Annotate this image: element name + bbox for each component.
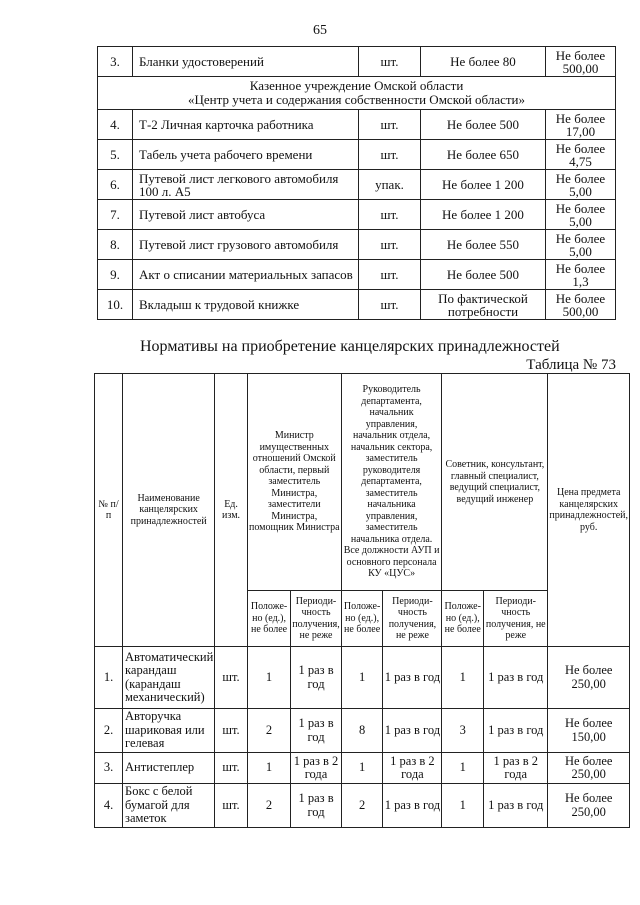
- cell-name: Путевой лист грузового автомобиля: [133, 230, 359, 260]
- header-unit: Ед. изм.: [215, 374, 248, 647]
- cell-unit: шт.: [359, 260, 421, 290]
- cell-qty: Не более 80: [421, 47, 546, 77]
- cell-unit: шт.: [359, 290, 421, 320]
- cell-name: Бокс с белой бумагой для заметок: [123, 784, 215, 828]
- table-row: [98, 200, 616, 230]
- cell-qty1: 1: [247, 753, 290, 784]
- cell-name: Авторучка шариковая или гелевая: [123, 709, 215, 753]
- cell-unit: шт.: [215, 753, 248, 784]
- cell-qty3: 1: [442, 753, 484, 784]
- cell-period3: 1 раз в год: [484, 647, 548, 709]
- cell-num: 10.: [98, 290, 133, 320]
- table-row: [98, 170, 616, 200]
- cell-qty: Не более 1 200: [421, 170, 546, 200]
- cell-num: 7.: [98, 200, 133, 230]
- header-price: Цена предмета канцелярских принадлежностей, руб.: [548, 374, 630, 647]
- cell-unit: шт.: [359, 110, 421, 140]
- cell-qty: Не более 500: [421, 110, 546, 140]
- cell-period2: 1 раз в 2 года: [383, 753, 442, 784]
- institution-header: [98, 77, 616, 110]
- cell-price: Не более 5,00: [546, 230, 616, 260]
- cell-name: Путевой лист легкового автомобиля 100 л. А5: [133, 170, 359, 200]
- header-group-heads: Руководитель департамента, начальник управления, начальник отдела, начальник сектора, заместитель руководителя департамента, заместитель начальника управления, заместитель начальника отдела. Все должности АУП и основного персонала КУ «ЦУС»: [341, 374, 442, 591]
- cell-num: 4.: [95, 784, 123, 828]
- table-row: [98, 140, 616, 170]
- table-row: [98, 260, 616, 290]
- cell-num: 2.: [95, 709, 123, 753]
- cell-name: Табель учета рабочего времени: [133, 140, 359, 170]
- cell-period1: 1 раз в 2 года: [291, 753, 341, 784]
- cell-num: 8.: [98, 230, 133, 260]
- cell-num: 1.: [95, 647, 123, 709]
- cell-name: Антистеплер: [123, 753, 215, 784]
- stationery-norms-table: [94, 373, 630, 828]
- cell-unit: шт.: [359, 140, 421, 170]
- cell-period2: 1 раз в год: [383, 709, 442, 753]
- cell-name: Вкладыш к трудовой книжке: [133, 290, 359, 320]
- cell-unit: шт.: [215, 647, 248, 709]
- cell-period3: 1 раз в год: [484, 709, 548, 753]
- cell-num: 6.: [98, 170, 133, 200]
- cell-num: 4.: [98, 110, 133, 140]
- cell-unit: шт.: [215, 784, 248, 828]
- cell-num: 5.: [98, 140, 133, 170]
- cell-price: Не более 250,00: [548, 647, 630, 709]
- subheader-qty: Положе-но (ед.), не более: [341, 591, 383, 647]
- table-row: [98, 47, 616, 77]
- table-row: [95, 753, 630, 784]
- subheader-period: Периоди-чность получения, не реже: [291, 591, 341, 647]
- header-group-minister: Министр имущественных отношений Омской области, первый заместитель Министра, заместители Министра, помощник Министра: [247, 374, 341, 591]
- table-row: [98, 110, 616, 140]
- cell-unit: шт.: [359, 200, 421, 230]
- cell-num: 3.: [98, 47, 133, 77]
- section-title: Нормативы на приобретение канцелярских принадлежностей: [140, 338, 560, 355]
- cell-name: Путевой лист автобуса: [133, 200, 359, 230]
- cell-price: Не более 500,00: [546, 290, 616, 320]
- cell-qty1: 2: [247, 709, 290, 753]
- cell-qty1: 2: [247, 784, 290, 828]
- cell-qty1: 1: [247, 647, 290, 709]
- cell-period3: 1 раз в год: [484, 784, 548, 828]
- cell-qty3: 1: [442, 784, 484, 828]
- cell-price: Не более 5,00: [546, 200, 616, 230]
- subheader-period: Периоди-чность получения, не реже: [484, 591, 548, 647]
- cell-name: Бланки удостоверений: [133, 47, 359, 77]
- top-table: [97, 46, 616, 320]
- cell-name: Автоматический карандаш (карандаш механический): [123, 647, 215, 709]
- cell-qty: Не более 550: [421, 230, 546, 260]
- cell-price: Не более 250,00: [548, 753, 630, 784]
- header-group-specialists: Советник, консультант, главный специалист, ведущий специалист, ведущий инженер: [442, 374, 548, 591]
- table-row-merged: [98, 77, 616, 110]
- cell-period2: 1 раз в год: [383, 647, 442, 709]
- cell-period2: 1 раз в год: [383, 784, 442, 828]
- cell-unit: шт.: [215, 709, 248, 753]
- cell-price: Не более 17,00: [546, 110, 616, 140]
- cell-name: Акт о списании материальных запасов: [133, 260, 359, 290]
- cell-qty2: 1: [341, 753, 383, 784]
- subheader-period: Периоди-чность получения, не реже: [383, 591, 442, 647]
- cell-unit: шт.: [359, 230, 421, 260]
- cell-qty: Не более 500: [421, 260, 546, 290]
- cell-qty2: 8: [341, 709, 383, 753]
- table-row: [98, 290, 616, 320]
- subheader-qty: Положе-но (ед.), не более: [442, 591, 484, 647]
- table-row: [95, 709, 630, 753]
- cell-price: Не более 1,3: [546, 260, 616, 290]
- cell-qty2: 2: [341, 784, 383, 828]
- cell-qty: Не более 650: [421, 140, 546, 170]
- cell-period1: 1 раз в год: [291, 784, 341, 828]
- cell-qty3: 3: [442, 709, 484, 753]
- institution-line2: «Центр учета и содержания собственности Омской области»: [187, 92, 526, 107]
- cell-price: Не более 500,00: [546, 47, 616, 77]
- header-name: Наименование канцелярских принадлежностей: [123, 374, 215, 647]
- header-num: № п/п: [95, 374, 123, 647]
- cell-name: Т-2 Личная карточка работника: [133, 110, 359, 140]
- cell-qty: По фактической потребности: [421, 290, 546, 320]
- subheader-qty: Положе-но (ед.), не более: [247, 591, 290, 647]
- cell-period1: 1 раз в год: [291, 709, 341, 753]
- cell-qty3: 1: [442, 647, 484, 709]
- cell-unit: шт.: [359, 47, 421, 77]
- table-number: Таблица № 73: [526, 357, 616, 373]
- header-row: [95, 374, 630, 591]
- cell-price: Не более 250,00: [548, 784, 630, 828]
- cell-num: 9.: [98, 260, 133, 290]
- cell-unit: упак.: [359, 170, 421, 200]
- table-row: [95, 784, 630, 828]
- cell-qty: Не более 1 200: [421, 200, 546, 230]
- cell-period3: 1 раз в 2 года: [484, 753, 548, 784]
- cell-num: 3.: [95, 753, 123, 784]
- page-number: 65: [313, 23, 327, 38]
- institution-line1: Казенное учреждение Омской области: [249, 78, 464, 93]
- cell-price: Не более 150,00: [548, 709, 630, 753]
- cell-price: Не более 5,00: [546, 170, 616, 200]
- table-row: [95, 647, 630, 709]
- cell-price: Не более 4,75: [546, 140, 616, 170]
- cell-qty2: 1: [341, 647, 383, 709]
- table-row: [98, 230, 616, 260]
- cell-period1: 1 раз в год: [291, 647, 341, 709]
